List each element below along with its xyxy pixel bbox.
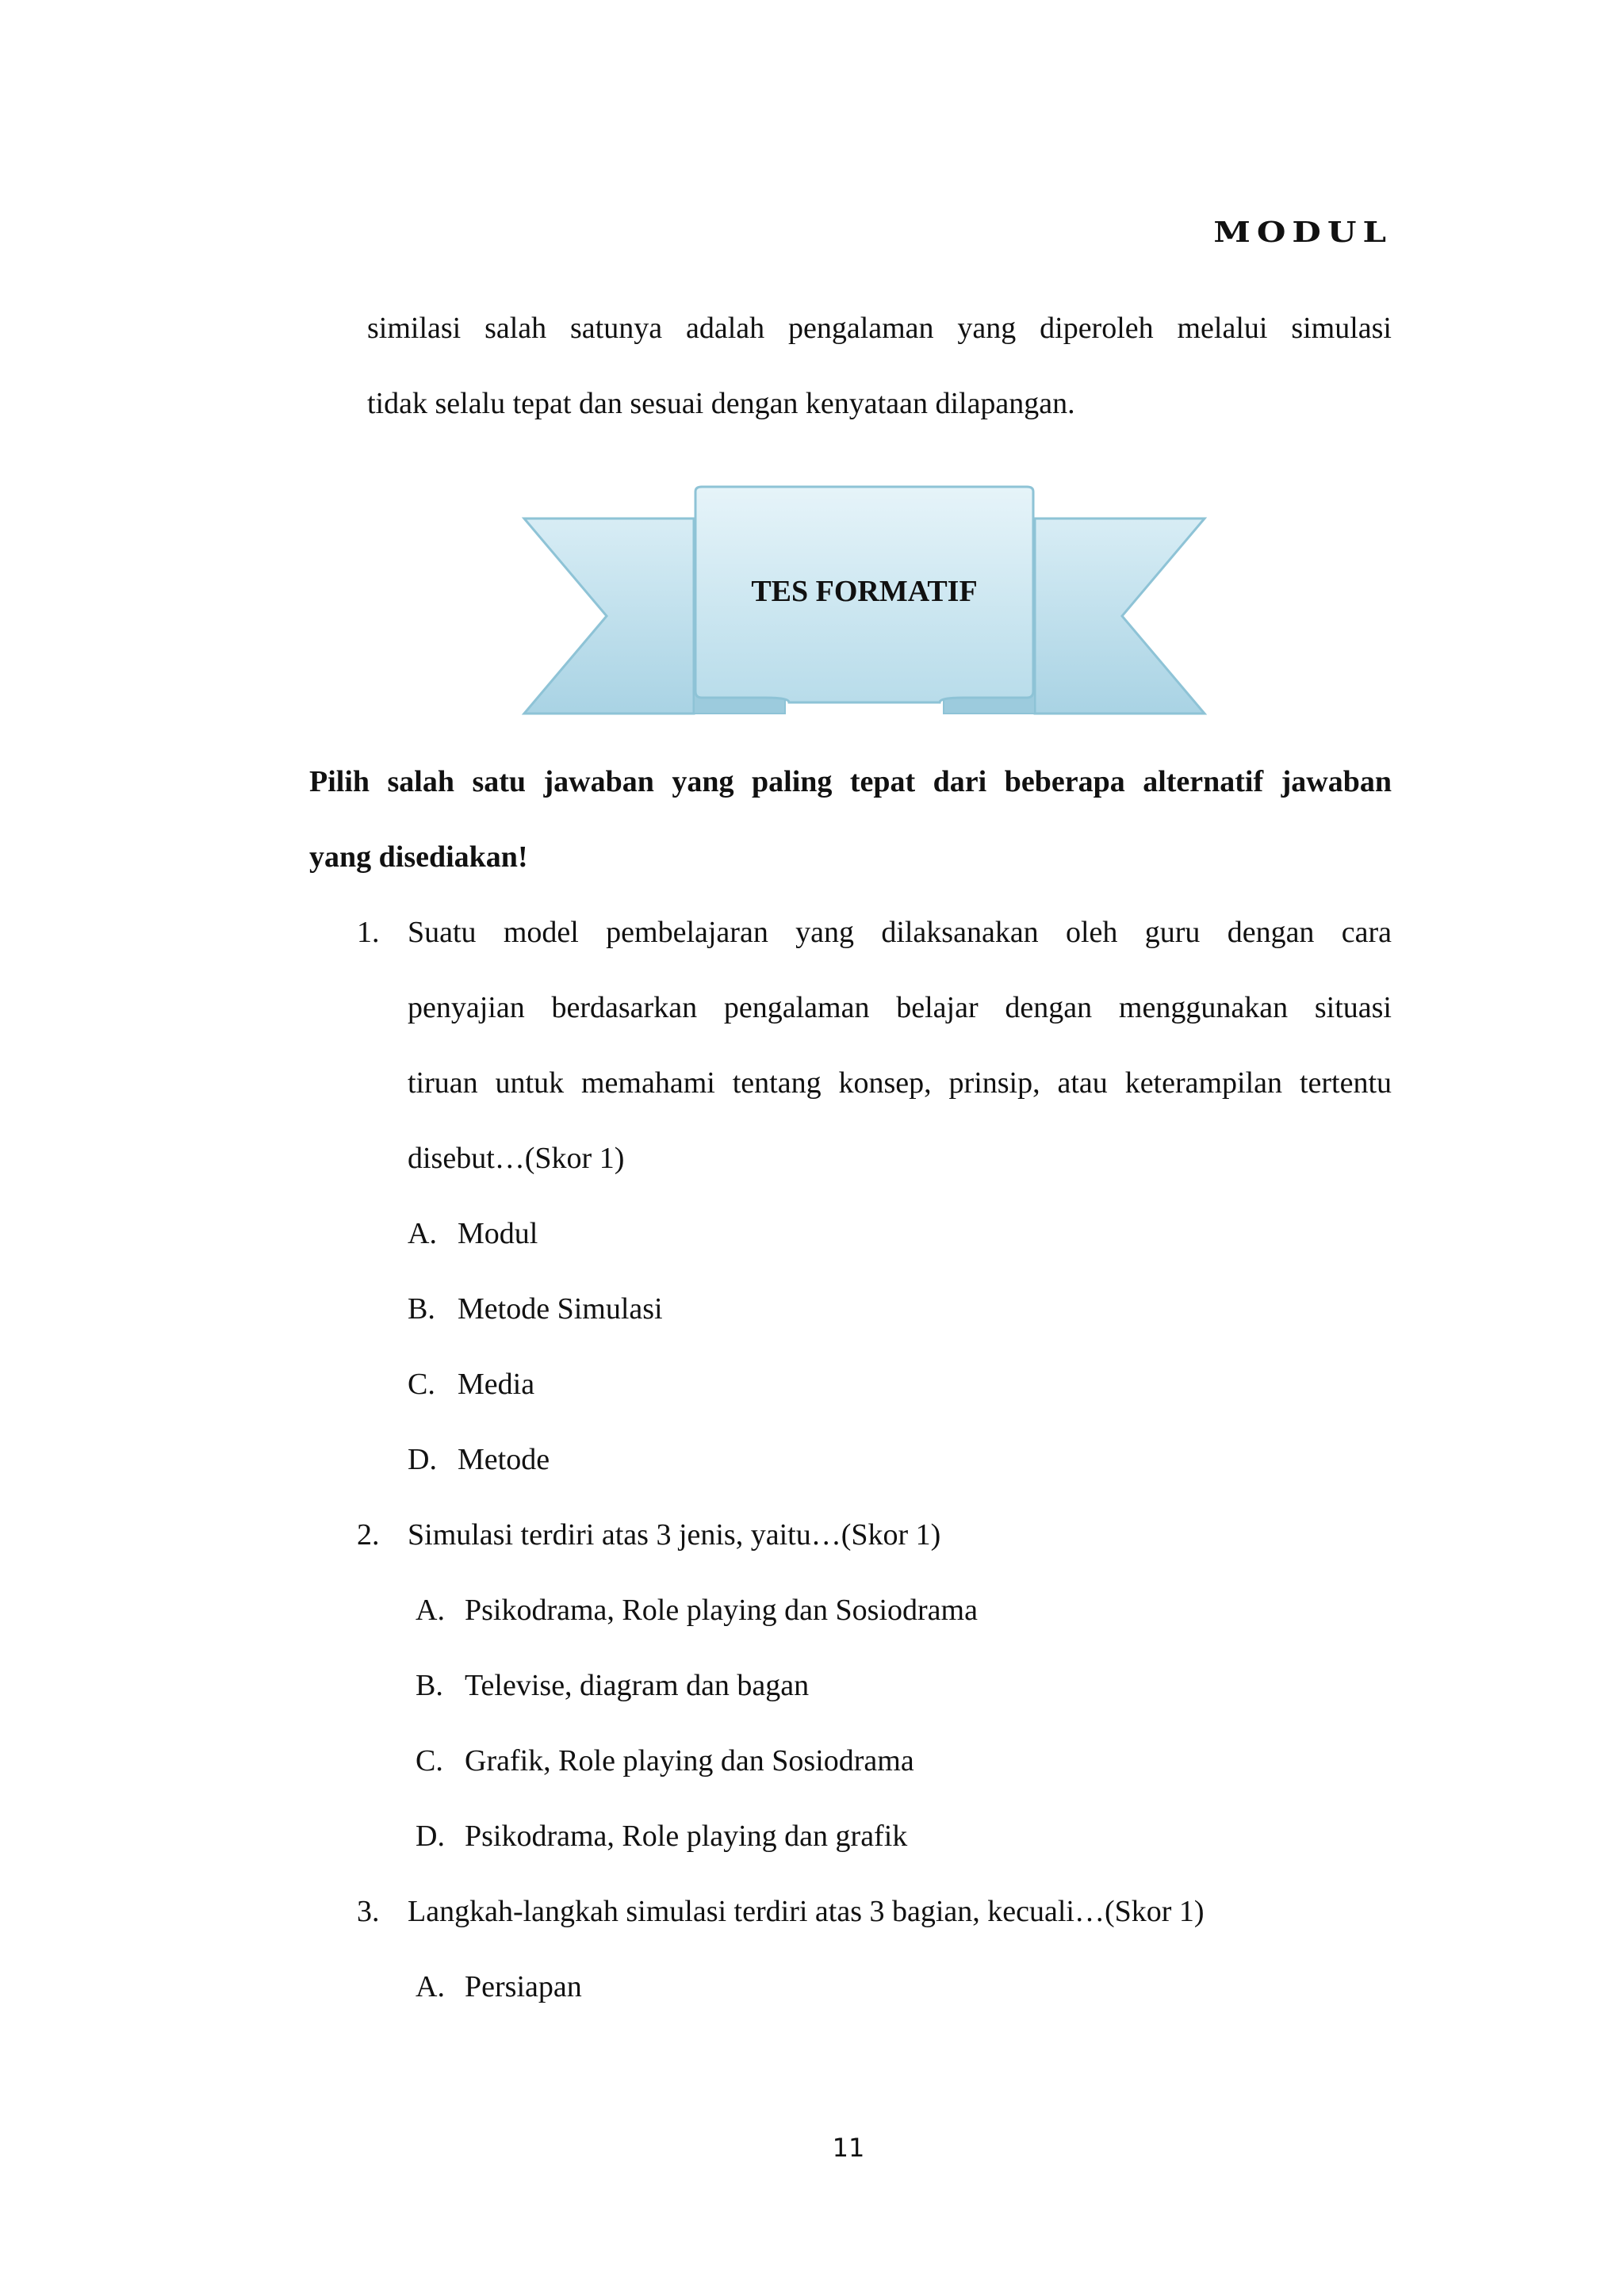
question-line: disebut…(Skor 1) — [408, 1142, 625, 1175]
instruction-line-1: Pilih salah satu jawaban yang paling tepat dari beberapa alternatif jawaban — [309, 765, 1392, 798]
option-text: Televise, diagram dan bagan — [465, 1669, 810, 1702]
page-number: 11 — [832, 2133, 865, 2163]
option-text: Grafik, Role playing dan Sosiodrama — [465, 1744, 914, 1777]
instruction-line-2: yang disediakan! — [309, 840, 528, 874]
intro-line-2: tidak selalu tepat dan sesuai dengan kenyataan dilapangan. — [367, 387, 1075, 420]
question-number: 2. — [357, 1518, 380, 1552]
option-text: Psikodrama, Role playing dan Sosiodrama — [465, 1594, 978, 1627]
question-number: 1. — [357, 916, 380, 949]
banner-title: TES FORMATIF — [751, 575, 978, 608]
option-text: Persiapan — [465, 1970, 582, 2003]
ribbon-right-tail — [1035, 519, 1205, 714]
question-line: Simulasi terdiri atas 3 jenis, yaitu…(Skor 1) — [408, 1518, 941, 1552]
option-text: Psikodrama, Role playing dan grafik — [465, 1820, 908, 1853]
question-line: Suatu model pembelajaran yang dilaksanakan oleh guru dengan cara — [408, 916, 1392, 949]
option-letter: A. — [408, 1217, 437, 1250]
question-line: tiruan untuk memahami tentang konsep, prinsip, atau keterampilan tertentu — [408, 1066, 1392, 1100]
option-letter: D. — [416, 1820, 445, 1853]
option-letter: D. — [408, 1443, 437, 1476]
ribbon-left-tail — [524, 519, 694, 714]
option-letter: C. — [416, 1744, 443, 1777]
option-text: Modul — [458, 1217, 538, 1250]
option-letter: B. — [416, 1669, 443, 1702]
intro-line-1: similasi salah satunya adalah pengalaman yang diperoleh melalui simulasi — [367, 312, 1392, 345]
question-line: Langkah-langkah simulasi terdiri atas 3 bagian, kecuali…(Skor 1) — [408, 1895, 1205, 1928]
option-letter: A. — [416, 1970, 445, 2003]
option-letter: A. — [416, 1594, 445, 1627]
option-text: Media — [458, 1368, 535, 1401]
option-letter: B. — [408, 1292, 435, 1326]
question-number: 3. — [357, 1895, 380, 1928]
header-title: MODUL — [1213, 216, 1392, 249]
option-text: Metode Simulasi — [458, 1292, 663, 1326]
option-letter: C. — [408, 1368, 435, 1401]
question-line: penyajian berdasarkan pengalaman belajar dengan menggunakan situasi — [408, 991, 1392, 1024]
option-text: Metode — [458, 1443, 550, 1476]
